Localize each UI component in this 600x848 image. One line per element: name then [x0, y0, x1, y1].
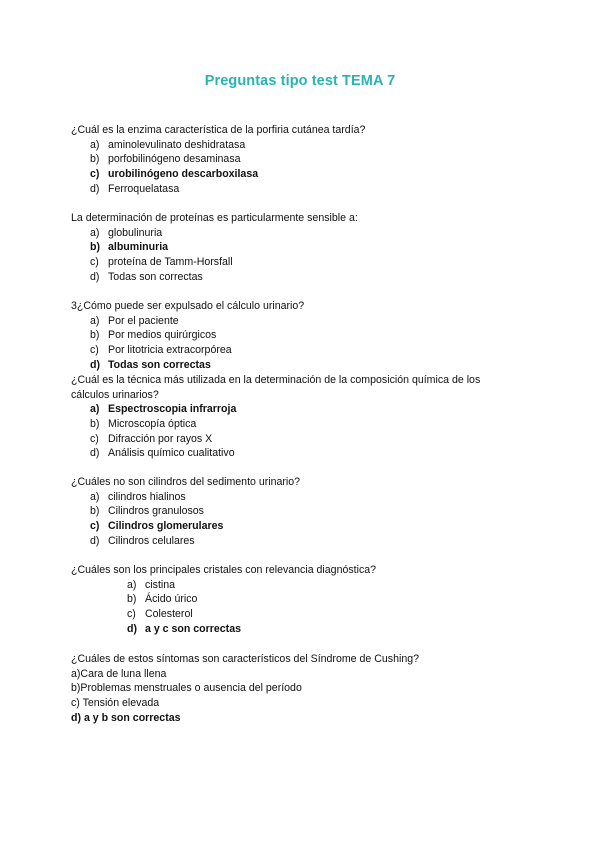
option-item-correct: d) a y b son correctas	[71, 711, 181, 724]
option-item	[71, 592, 541, 607]
option-text: aminolevulinato deshidratasa	[108, 138, 246, 151]
option-letter: c)	[127, 608, 136, 621]
option-item	[71, 226, 541, 241]
question-block	[71, 123, 541, 196]
option-item	[71, 490, 541, 505]
option-text: Microscopía óptica	[108, 418, 197, 431]
option-letter: b)	[90, 329, 100, 342]
option-letter: c)	[90, 256, 99, 269]
option-letter: d)	[90, 534, 100, 547]
question-block	[71, 211, 541, 284]
option-item-correct	[71, 622, 541, 637]
option-item	[71, 607, 541, 622]
option-letter: d)	[90, 182, 100, 195]
option-item-correct	[71, 358, 541, 373]
option-letter: d)	[127, 622, 137, 635]
option-item	[71, 432, 541, 447]
option-letter: d)	[90, 447, 100, 460]
option-item	[71, 152, 541, 167]
option-text: globulinuria	[108, 226, 163, 239]
option-item	[71, 314, 541, 329]
option-item	[71, 578, 541, 593]
option-text: proteína de Tamm-Horsfall	[108, 256, 233, 269]
option-item-correct	[71, 519, 541, 534]
option-letter: d)	[90, 358, 100, 371]
question-text: ¿Cuáles de estos síntomas son característicos del Síndrome de Cushing?	[71, 653, 420, 665]
option-text: cilindros hialinos	[108, 490, 186, 503]
option-item	[71, 255, 541, 270]
option-text: Cilindros glomerulares	[108, 520, 224, 533]
option-letter: a)	[90, 490, 100, 503]
option-letter: d)	[90, 270, 100, 283]
option-item-correct	[71, 402, 541, 417]
option-letter: c)	[90, 168, 100, 181]
option-letter: b)	[127, 593, 137, 606]
option-item	[71, 328, 541, 343]
option-text: albuminuria	[108, 241, 169, 254]
page-title: Preguntas tipo test TEMA 7	[204, 73, 396, 89]
option-letter: b)	[90, 153, 100, 166]
question-text: 3¿Cómo puede ser expulsado el cálculo urinario?	[71, 300, 305, 312]
option-item-correct	[71, 167, 541, 182]
option-item: a)Cara de luna llena	[71, 667, 167, 680]
question-block	[71, 373, 541, 461]
option-text: Todas son correctas	[108, 270, 203, 283]
question-block	[71, 563, 541, 636]
option-text: Ferroquelatasa	[108, 182, 180, 195]
option-item: b)Problemas menstruales o ausencia del período	[71, 682, 302, 695]
option-text: Difracción por rayos X	[108, 432, 213, 445]
question-block	[71, 299, 541, 372]
question-block	[71, 652, 541, 725]
option-letter: b)	[90, 418, 100, 431]
option-letter: a)	[90, 314, 100, 327]
option-text: porfobilinógeno desaminasa	[108, 153, 241, 166]
option-text: Colesterol	[145, 608, 193, 621]
option-text: Análisis químico cualitativo	[108, 447, 235, 460]
option-letter: a)	[90, 403, 100, 416]
option-text: Cilindros granulosos	[108, 505, 204, 518]
option-item	[71, 504, 541, 519]
option-text: Todas son correctas	[108, 358, 211, 371]
option-letter: a)	[90, 138, 100, 151]
option-letter: c)	[90, 520, 100, 533]
option-text: cistina	[145, 578, 176, 591]
option-letter: c)	[90, 432, 99, 445]
option-text: Por medios quirúrgicos	[108, 329, 217, 342]
question-text: ¿Cuáles son los principales cristales con relevancia diagnóstica?	[71, 564, 377, 576]
option-text: Cilindros celulares	[108, 534, 195, 547]
option-item	[71, 343, 541, 358]
option-item	[71, 270, 541, 285]
option-item	[71, 138, 541, 153]
option-text: Por el paciente	[108, 314, 179, 327]
option-item: c) Tensión elevada	[71, 697, 160, 710]
option-text: Ácido úrico	[145, 593, 198, 606]
option-text: Por litotricia extracorpórea	[108, 344, 232, 357]
question-text: ¿Cuáles no son cilindros del sedimento urinario?	[71, 476, 301, 488]
option-item	[71, 534, 541, 549]
option-item-correct	[71, 240, 541, 255]
question-text-line-1: ¿Cuál es la técnica más utilizada en la determinación de la composición química de los	[71, 374, 481, 386]
question-block	[71, 475, 541, 548]
option-item	[71, 182, 541, 197]
option-letter: b)	[90, 505, 100, 518]
option-letter: c)	[90, 344, 99, 357]
option-item	[71, 417, 541, 432]
option-letter: b)	[90, 241, 100, 254]
question-text-line-2: cálculos urinarios?	[71, 388, 159, 401]
option-item	[71, 446, 541, 461]
option-letter: a)	[127, 578, 137, 591]
option-text: urobilinógeno descarboxilasa	[108, 168, 259, 181]
option-text: a y c son correctas	[145, 622, 241, 635]
option-text: Espectroscopia infrarroja	[108, 403, 237, 416]
question-text: ¿Cuál es la enzima característica de la porfiria cutánea tardía?	[71, 124, 366, 136]
question-text: La determinación de proteínas es particularmente sensible a:	[71, 212, 358, 224]
option-letter: a)	[90, 226, 100, 239]
